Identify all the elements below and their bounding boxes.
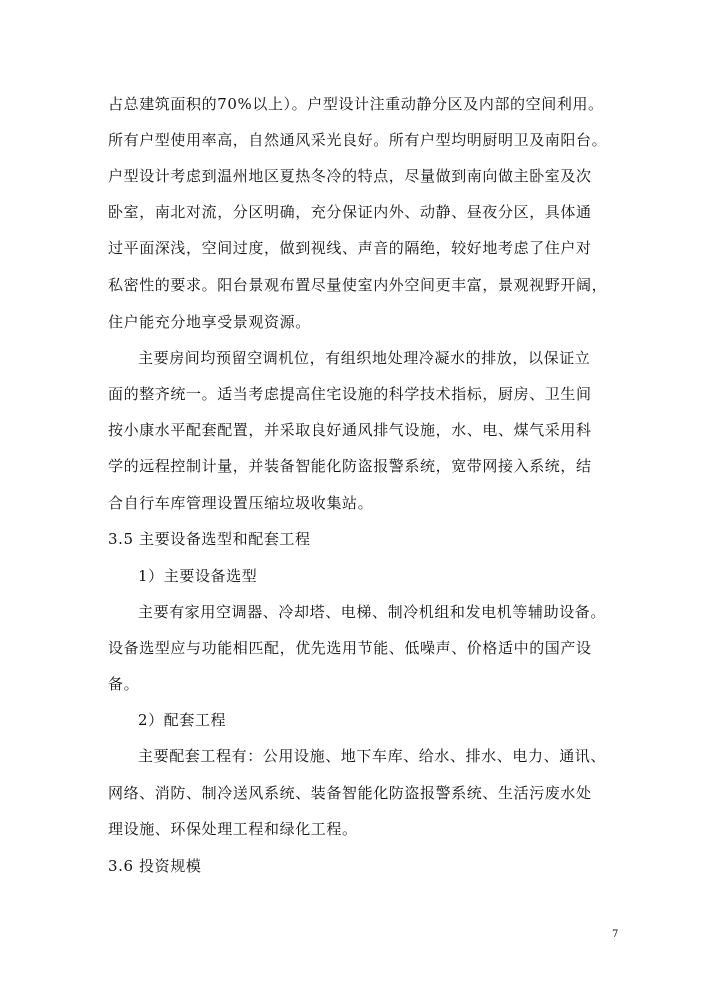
body-text-line: 户型设计考虑到温州地区夏热冬冷的特点，尽量做到南向做主卧室及次 — [108, 167, 592, 185]
subsection-heading: 1）主要设备选型 — [138, 567, 258, 585]
body-text-line: 理设施、环保处理工程和绿化工程。 — [108, 820, 358, 838]
body-text-line: 卧室，南北对流，分区明确，充分保证内外、动静、昼夜分区，具体通 — [108, 203, 592, 221]
body-text-line: 住户能充分地享受景观资源。 — [108, 313, 311, 331]
body-text-line: 网络、消防、制冷送风系统、装备智能化防盗报警系统、生活污废水处 — [108, 784, 592, 802]
body-text-line: 主要配套工程有：公用设施、地下车库、给水、排水、电力、通讯、 — [138, 747, 607, 765]
subsection-heading: 2）配套工程 — [138, 711, 227, 729]
body-text-line: 所有户型使用率高，自然通风采光良好。所有户型均明厨明卫及南阳台。 — [108, 131, 608, 149]
body-text-line: 学的远程控制计量，并装备智能化防盗报警系统，宽带网接入系统，结 — [108, 457, 592, 475]
body-text-line: 占总建筑面积的70%以上）。户型设计注重动静分区及内部的空间利用。 — [108, 95, 604, 113]
body-text-line: 按小康水平配套配置，并采取良好通风排气设施，水、电、煤气采用科 — [108, 421, 592, 439]
body-text-line: 过平面深浅，空间过度，做到视线、声音的隔绝，较好地考虑了住户对 — [108, 239, 592, 257]
body-text-line: 备。 — [108, 675, 140, 693]
body-text-line: 面的整齐统一。适当考虑提高住宅设施的科学技术指标，厨房、卫生间 — [108, 385, 592, 403]
body-text-line: 主要房间均预留空调机位，有组织地处理冷凝水的排放，以保证立 — [138, 349, 591, 367]
section-heading: 3.6 投资规模 — [108, 857, 202, 875]
page-number: 7 — [612, 929, 619, 940]
body-text-line: 合自行车库管理设置压缩垃圾收集站。 — [108, 494, 374, 512]
body-text-line: 私密性的要求。阳台景观布置尽量使室内外空间更丰富，景观视野开阔， — [108, 276, 608, 294]
body-text-line: 主要有家用空调器、冷却塔、电梯、制冷机组和发电机等辅助设备。 — [138, 603, 607, 621]
section-heading: 3.5 主要设备选型和配套工程 — [108, 530, 311, 548]
body-text-line: 设备选型应与功能相匹配，优先选用节能、低噪声、价格适中的国产设 — [108, 639, 592, 657]
